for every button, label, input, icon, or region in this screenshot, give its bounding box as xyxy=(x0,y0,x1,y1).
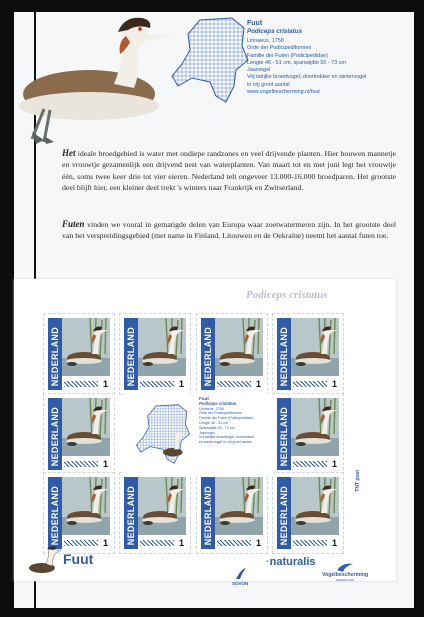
stamp xyxy=(272,393,344,475)
stamp-country: NEDERLAND xyxy=(50,406,60,466)
stamp xyxy=(119,313,191,395)
stamp-stripes xyxy=(140,381,174,387)
netherlands-map xyxy=(135,397,191,471)
stamp-face xyxy=(124,477,186,549)
stamp-value: 1 xyxy=(255,379,261,389)
stamp-country-band xyxy=(124,318,138,390)
paragraph-lead: Futen xyxy=(62,219,85,229)
stamp-country-band xyxy=(48,398,62,470)
grebe-stamp-image xyxy=(62,398,110,456)
sovon-logo: SOVON xyxy=(232,567,248,586)
stamp xyxy=(43,472,115,554)
stamp-country: NEDERLAND xyxy=(203,485,213,545)
stamp xyxy=(196,472,268,554)
info-line: Orde der Podicipediformes xyxy=(247,45,312,52)
tab-line: Jaarvogel xyxy=(199,430,215,435)
info-line: Familie der Futen (Podicipedidae) xyxy=(247,52,328,59)
paragraph-distribution xyxy=(62,219,396,242)
tab-line: Linnaeus, 1758 xyxy=(199,406,224,411)
stamp-face xyxy=(48,398,110,470)
stamp-stripes xyxy=(64,540,98,546)
stamp-value: 1 xyxy=(255,538,261,548)
stamp-stripes xyxy=(64,381,98,387)
stamp-value: 1 xyxy=(102,459,108,469)
tab-line: Familie der Futen (Podicipedidae) xyxy=(199,416,253,421)
tab-line: Vrij talrijke broedvogel; doortrekker xyxy=(199,435,255,440)
stamp xyxy=(119,472,191,554)
paragraph-breeding xyxy=(62,148,396,194)
stamp-country: NEDERLAND xyxy=(203,326,213,386)
info-line: Jaarvogel xyxy=(247,67,271,74)
tab-species: Podiceps cristatus xyxy=(199,400,237,406)
stamp-country: NEDERLAND xyxy=(50,485,60,545)
info-line: Vrij talrijke broedvogel; doortrekker en wintervogel xyxy=(247,74,367,81)
stamp-value: 1 xyxy=(331,379,337,389)
center-info-tab xyxy=(125,393,273,475)
info-line: Linnaeus, 1758 xyxy=(247,38,284,44)
grebe-stamp-image xyxy=(62,477,110,535)
stamp-face xyxy=(48,477,110,549)
stamp-face xyxy=(277,398,339,470)
tab-line: Lengte 46 - 51 cm xyxy=(199,420,228,425)
grebe-stamp-image xyxy=(138,477,186,535)
info-line: Lengte 46 - 51 cm, spanwijdte 50 - 73 cm xyxy=(247,59,346,66)
sheet-title: Podiceps cristatus xyxy=(246,289,328,301)
tab-title: Fuut xyxy=(199,396,209,401)
sovon-bird-icon xyxy=(234,567,248,581)
grebe-logo-icon xyxy=(28,546,62,576)
stamp xyxy=(272,313,344,395)
species-info xyxy=(247,20,412,96)
stamp-country-band xyxy=(277,477,291,549)
stamp-face xyxy=(124,318,186,390)
tab-line: Orde der Podicipediformes xyxy=(199,411,242,416)
stamp-stripes xyxy=(217,540,251,546)
stamp-country-band xyxy=(277,318,291,390)
footer-species-name: Fuut xyxy=(63,551,94,567)
stamp-country: NEDERLAND xyxy=(279,326,289,386)
grebe-stamp-image xyxy=(291,318,339,376)
stamp-value: 1 xyxy=(178,538,184,548)
vogelbescherming-bird-icon xyxy=(337,562,353,572)
tab-line: Spanwijdte 50 - 73 cm xyxy=(199,425,235,430)
stamp xyxy=(43,313,115,395)
netherlands-map xyxy=(170,16,250,104)
stamp-country-band xyxy=(48,318,62,390)
stamp-country-band xyxy=(48,477,62,549)
stamp-value: 1 xyxy=(331,459,337,469)
stamp-value: 1 xyxy=(102,538,108,548)
grebe-stamp-image xyxy=(62,318,110,376)
stamp-stripes xyxy=(64,461,98,467)
stamp-country-band xyxy=(277,398,291,470)
paragraph-lead: Het xyxy=(62,148,76,158)
grebe-illustration xyxy=(14,14,184,144)
stamp-value: 1 xyxy=(102,379,108,389)
grebe-stamp-image xyxy=(291,398,339,456)
paragraph-text: ideale broedgebied is water met ondiepe randzones en veel drijvende planten. Hier bouwen mannetje en vrouwtje gezamenlijk een drijvend nest van waterplanten. Van maart tot en met juni legt het vrouwtje één, soms twee keer drie tot vier eieren. Nederland telt ongeveer 13.000-16.000 broedparen. Het grootste deel blijft hier, een kleiner deel trekt 's winters naar Frankrijk en Zwitserland. xyxy=(62,149,396,193)
stamp-value: 1 xyxy=(178,379,184,389)
species-latin-name: Podiceps cristatus xyxy=(247,28,303,35)
stamp xyxy=(43,393,115,475)
stamp-country-band xyxy=(124,477,138,549)
stamp-country: NEDERLAND xyxy=(50,326,60,386)
tnt-post-logo: TNT post xyxy=(355,470,361,492)
grebe-stamp-image xyxy=(215,477,263,535)
vogelbescherming-logo: Vogelbescherming NEDERLAND xyxy=(322,562,368,582)
stamp-stripes xyxy=(140,540,174,546)
grebe-stamp-image xyxy=(215,318,263,376)
grebe-stamp-image xyxy=(291,477,339,535)
stamp-stripes xyxy=(217,381,251,387)
tab-line: en wintervogel in vrij groot aantal xyxy=(199,440,252,445)
paragraph-text: vinden we vooral in gematigde delen van Europa waar zoetwatermeren zijn. In het grootste deel van het verspreidingsgebied (met name in Finland, Litouwen en de Oekraïne) neemt het aantal futen toe. xyxy=(62,220,396,241)
stamp-value: 1 xyxy=(331,538,337,548)
stamp-stripes xyxy=(293,381,327,387)
info-link[interactable]: www.vogelbescherming.nl/fuut xyxy=(247,89,320,96)
stamp-stripes xyxy=(293,461,327,467)
grebe-stamp-image xyxy=(138,318,186,376)
stamp-country: NEDERLAND xyxy=(126,485,136,545)
stamp-country: NEDERLAND xyxy=(279,406,289,466)
tab-info-text xyxy=(199,397,271,445)
stamp-face xyxy=(277,318,339,390)
stamp-face xyxy=(201,318,263,390)
stamp-country-band xyxy=(201,477,215,549)
stamp-country: NEDERLAND xyxy=(279,485,289,545)
naturalis-logo: ·naturalis xyxy=(266,556,316,568)
stamp-country: NEDERLAND xyxy=(126,326,136,386)
stamp-face xyxy=(201,477,263,549)
stamp-country-band xyxy=(201,318,215,390)
stamp-face xyxy=(48,318,110,390)
species-common-name: Fuut xyxy=(247,20,263,27)
info-line: in vrij groot aantal xyxy=(247,81,290,88)
stamp xyxy=(196,313,268,395)
stamp-stripes xyxy=(293,540,327,546)
stamp xyxy=(272,472,344,554)
stamp-face xyxy=(277,477,339,549)
